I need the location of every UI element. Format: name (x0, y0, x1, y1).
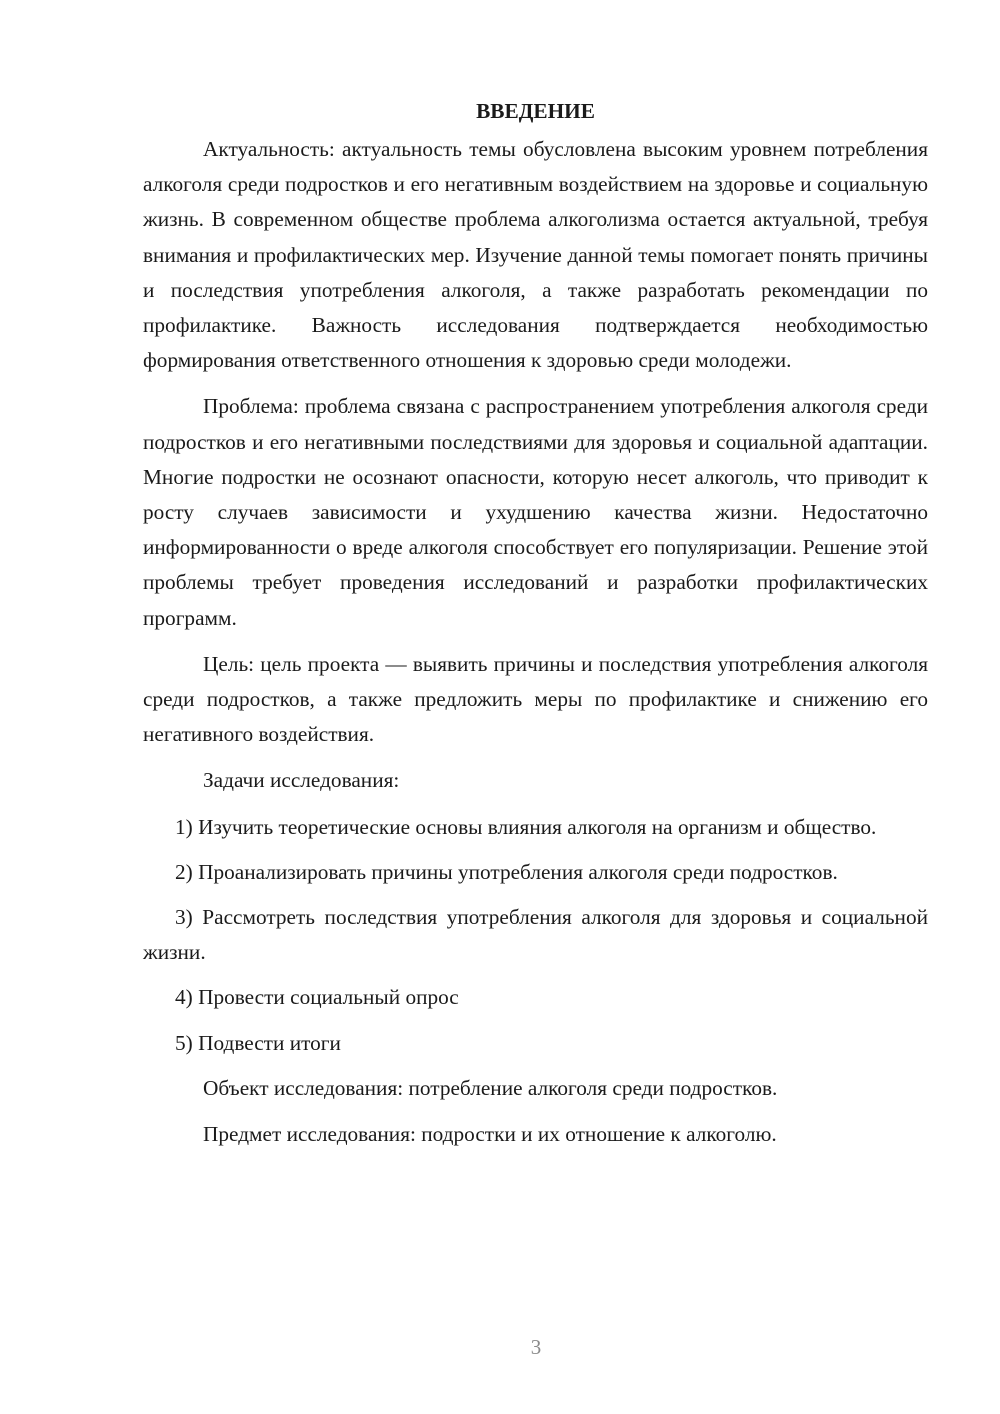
task-item-3: 3) Рассмотреть последствия употребления алкоголя для здоровья и социальной жизни. (143, 905, 928, 965)
research-subject: Предмет исследования: подростки и их отношение к алкоголю. (203, 1122, 777, 1147)
document-page (143, 96, 928, 1163)
task-item-2: 2) Проанализировать причины употребления алкоголя среди подростков. (175, 859, 838, 884)
task-item-4: 4) Провести социальный опрос (175, 985, 459, 1010)
page-number: 3 (530, 1335, 542, 1359)
paragraph-relevance: Актуальность: актуальность темы обусловлена высоким уровнем потребления алкоголя среди подростков и его негативным воздействием на здоровье и социальную жизнь. В современном обществе проблема алкоголизма остается актуальной, требуя внимания и профилактических мер. Изучение данной темы помогает понять причины и последствия употребления алкоголя, а также разработать рекомендации по профилактике. Важность исследования подтверждается необходимостью формирования ответственного отношения к здоровью среди молодежи. (143, 137, 928, 373)
section-heading: ВВЕДЕНИЕ (476, 99, 595, 123)
research-object: Объект исследования: потребление алкоголя среди подростков. (203, 1075, 778, 1100)
paragraph-goal: Цель: цель проекта — выявить причины и последствия употребления алкоголя среди подростков, а также предложить меры по профилактике и снижению его негативного воздействия. (143, 651, 928, 747)
tasks-title: Задачи исследования: (203, 768, 400, 793)
paragraph-problem: Проблема: проблема связана с распространением употребления алкоголя среди подростков и его негативными последствиями для здоровья и социальной адаптации. Многие подростки не осознают опасности, которую несет алкоголь, что приводит к росту случаев зависимости и ухудшению качества жизни. Недостаточно информированности о вреде алкоголя способствует его популяризации. Решение этой проблемы требует проведения исследований и разработки профилактических программ. (143, 394, 928, 630)
task-item-1: 1) Изучить теоретические основы влияния алкоголя на организм и общество. (175, 814, 877, 839)
task-item-5: 5) Подвести итоги (175, 1030, 341, 1055)
